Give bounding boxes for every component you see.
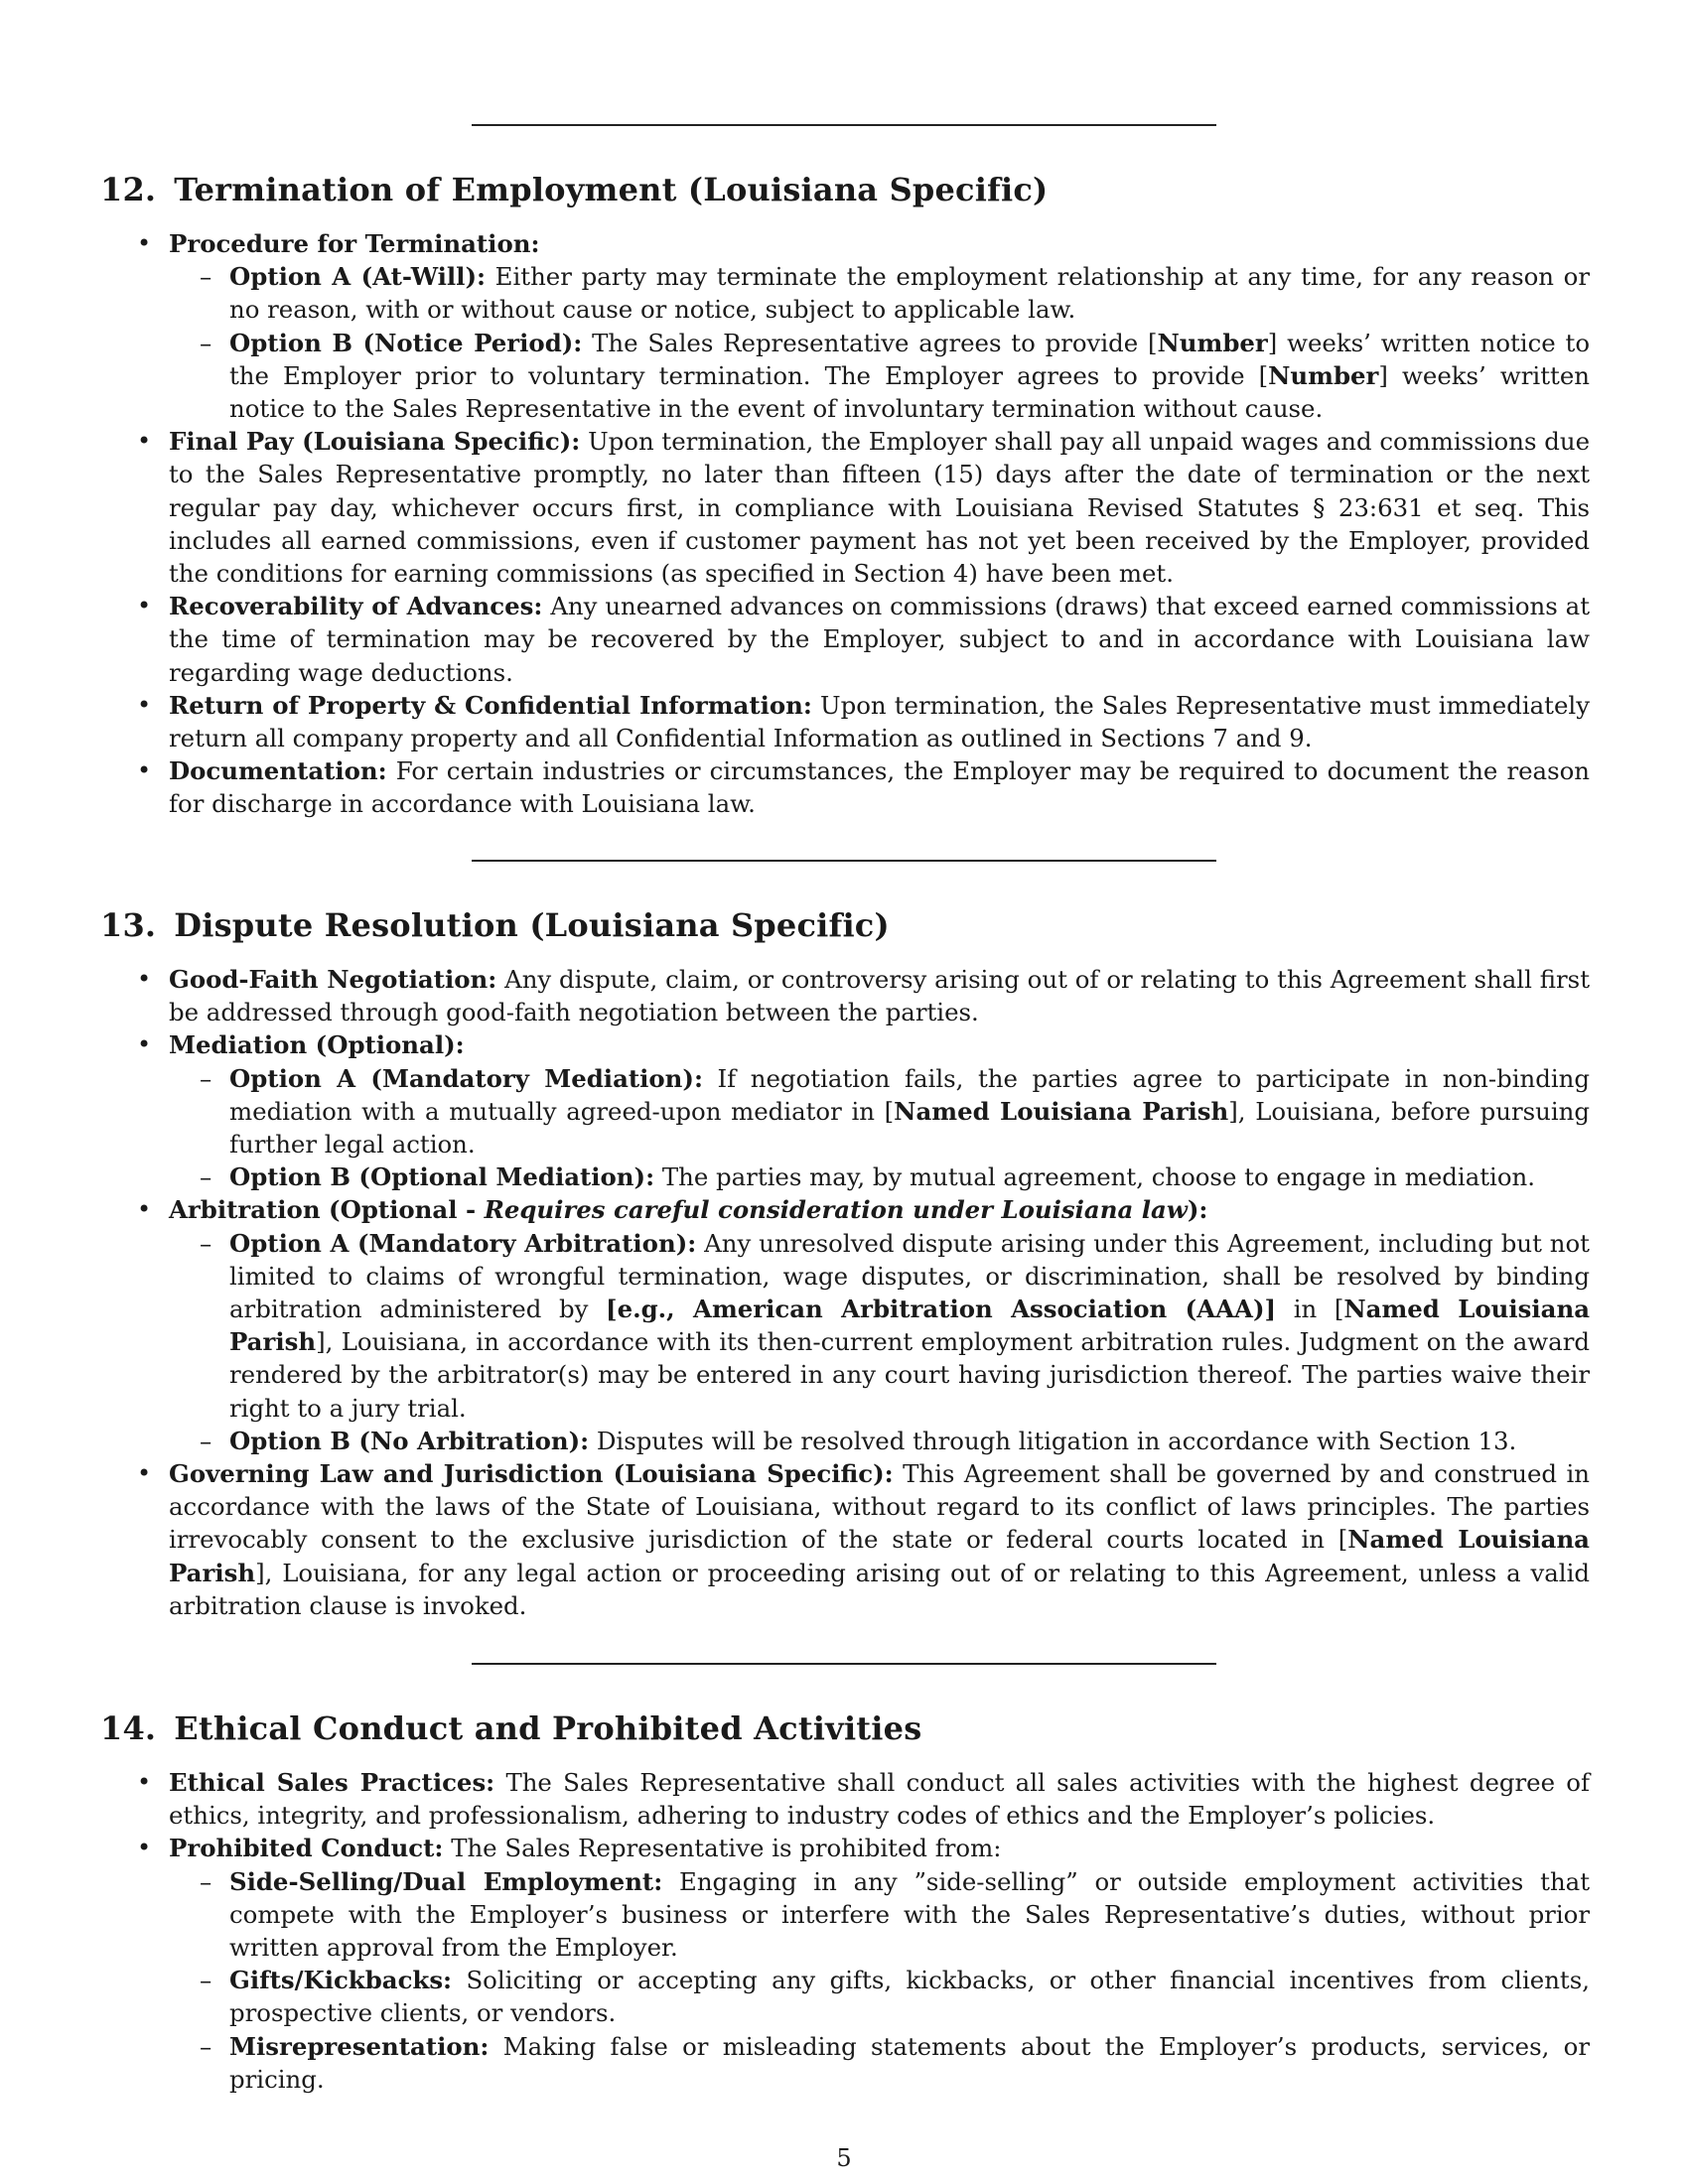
section-13 [100,905,1590,1622]
sub-list-item: – Side-Selling/Dual Employment: Engaging in any ”side-selling” or outside employment activities that compete with the Employer’s business or interfere with the Sales Representative’s duties, without prior written approval from the Employer. [169,1865,1590,1965]
sub-list-item: – Option B (No Arbitration): Disputes will be resolved through litigation in accordance with Section 13. [169,1425,1590,1457]
sub-list [169,1227,1590,1457]
sub-list-item: – Option A (At-Will): Either party may terminate the employment relationship at any time, for any reason or no reason, with or without cause or notice, subject to applicable law. [169,260,1590,326]
sub-list-item: – Option B (Notice Period): The Sales Representative agrees to provide [Number] weeks’ written notice to the Employer prior to voluntary termination. The Employer agrees to provide [Number] weeks’ written notice to the Sales Representative in the event of involuntary termination without cause. [169,327,1590,426]
sub-list-item: – Option A (Mandatory Mediation): If negotiation fails, the parties agree to participate in non-binding mediation with a mutually agreed-upon mediator in [Named Louisiana Parish], Louisiana, before pursuing further legal action. [169,1062,1590,1161]
section-12 [100,170,1590,821]
sub-list [169,260,1590,425]
list-item: • Good-Faith Negotiation: Any dispute, claim, or controversy arising out of or relating to this Agreement shall first be addressed through good-faith negotiation between the parties. [100,963,1590,1028]
list-item: • Procedure for Termination: – Option A (At-Will): Either party may terminate the employment relationship at any time, for any reason or no reason, with or without cause or notice, subject to applicable law. – Option B (Notice Period): The Sales Representative agrees to provide [Number] weeks’ written notice to the Employer prior to voluntary termination. The Employer agrees to provide [Number] weeks’ written notice to the Sales Representative in the event of involuntary termination without cause. [100,227,1590,425]
list-item: • Arbitration (Optional - Requires careful consideration under Louisiana law): – Option A (Mandatory Arbitration): Any unresolved dispute arising under this Agreement, including but not limited to claims of wrongful termination, wage disputes, or discrimination, shall be resolved by binding arbitration administered by [e.g., American Arbitration Association (AAA)] in [Named Louisiana Parish], Louisiana, in accordance with its then-current employment arbitration rules. Judgment on the award rendered by the arbitrator(s) may be entered in any court having jurisdiction thereof. The parties waive their right to a jury trial. – Option B (No Arbitration): Disputes will be resolved through litigation in accordance with Section 13. [100,1193,1590,1457]
bullet-list [100,227,1590,821]
list-item: • Recoverability of Advances: Any unearned advances on commissions (draws) that exceed earned commissions at the time of termination may be recovered by the Employer, subject to and in accordance with Louisiana law regarding wage deductions. [100,590,1590,689]
section-heading: 12. Termination of Employment (Louisiana Specific) [100,171,1049,208]
list-item: • Mediation (Optional): – Option A (Mandatory Mediation): If negotiation fails, the parties agree to participate in non-binding mediation with a mutually agreed-upon mediator in [Named Louisiana Parish], Louisiana, before pursuing further legal action. – Option B (Optional Mediation): The parties may, by mutual agreement, choose to engage in mediation. [100,1028,1590,1193]
bullet-list [100,963,1590,1622]
sub-list-item: – Gifts/Kickbacks: Soliciting or accepting any gifts, kickbacks, or other financial incentives from clients, prospective clients, or vendors. [169,1964,1590,2029]
list-item: • Return of Property & Confidential Information: Upon termination, the Sales Representative must immediately return all company property and all Confidential Information as outlined in Sections 7 and 9. [100,689,1590,754]
list-item: • Ethical Sales Practices: The Sales Representative shall conduct all sales activities with the highest degree of ethics, integrity, and professionalism, adhering to industry codes of ethics and the Employer’s policies. [100,1766,1590,1832]
sub-list [169,1062,1590,1194]
page-number: 5 [836,2144,852,2172]
sub-list-item: – Misrepresentation: Making false or misleading statements about the Employer’s products, services, or pricing. [169,2030,1590,2096]
section-14 [100,1708,1590,2096]
sub-list-item: – Option B (Optional Mediation): The parties may, by mutual agreement, choose to engage in mediation. [169,1160,1590,1193]
bullet-list [100,1766,1590,2096]
list-item: • Governing Law and Jurisdiction (Louisiana Specific): This Agreement shall be governed by and construed in accordance with the laws of the State of Louisiana, without regard to its conflict of laws principles. The parties irrevocably consent to the exclusive jurisdiction of the state or federal courts located in [Named Louisiana Parish], Louisiana, for any legal action or proceeding arising out of or relating to this Agreement, unless a valid arbitration clause is invoked. [100,1457,1590,1622]
section-divider [472,860,1216,862]
list-item: • Prohibited Conduct: The Sales Representative is prohibited from: – Side-Selling/Dual Employment: Engaging in any ”side-selling” or outside employment activities that compete with the Employer’s business or interfere with the Sales Representative’s duties, without prior written approval from the Employer. – Gifts/Kickbacks: Soliciting or accepting any gifts, kickbacks, or other financial incentives from clients, prospective clients, or vendors. – Misrepresentation: Making false or misleading statements about the Employer’s products, services, or pricing. [100,1832,1590,2096]
list-item: • Final Pay (Louisiana Specific): Upon termination, the Employer shall pay all unpaid wages and commissions due to the Sales Representative promptly, no later than fifteen (15) days after the date of termination or the next regular pay day, whichever occurs first, in compliance with Louisiana Revised Statutes § 23:631 et seq. This includes all earned commissions, even if customer payment has not yet been received by the Employer, provided the conditions for earning commissions (as specified in Section 4) have been met. [100,425,1590,590]
sub-list-item: – Option A (Mandatory Arbitration): Any unresolved dispute arising under this Agreement, including but not limited to claims of wrongful termination, wage disputes, or discrimination, shall be resolved by binding arbitration administered by [e.g., American Arbitration Association (AAA)] in [Named Louisiana Parish], Louisiana, in accordance with its then-current employment arbitration rules. Judgment on the award rendered by the arbitrator(s) may be entered in any court having jurisdiction thereof. The parties waive their right to a jury trial. [169,1227,1590,1425]
sub-list [169,1865,1590,2096]
section-heading: 14. Ethical Conduct and Prohibited Activities [100,1709,922,1747]
section-divider [472,124,1216,126]
list-item: • Documentation: For certain industries or circumstances, the Employer may be required to document the reason for discharge in accordance with Louisiana law. [100,754,1590,820]
section-divider [472,1663,1216,1665]
section-heading: 13. Dispute Resolution (Louisiana Specific) [100,906,890,944]
